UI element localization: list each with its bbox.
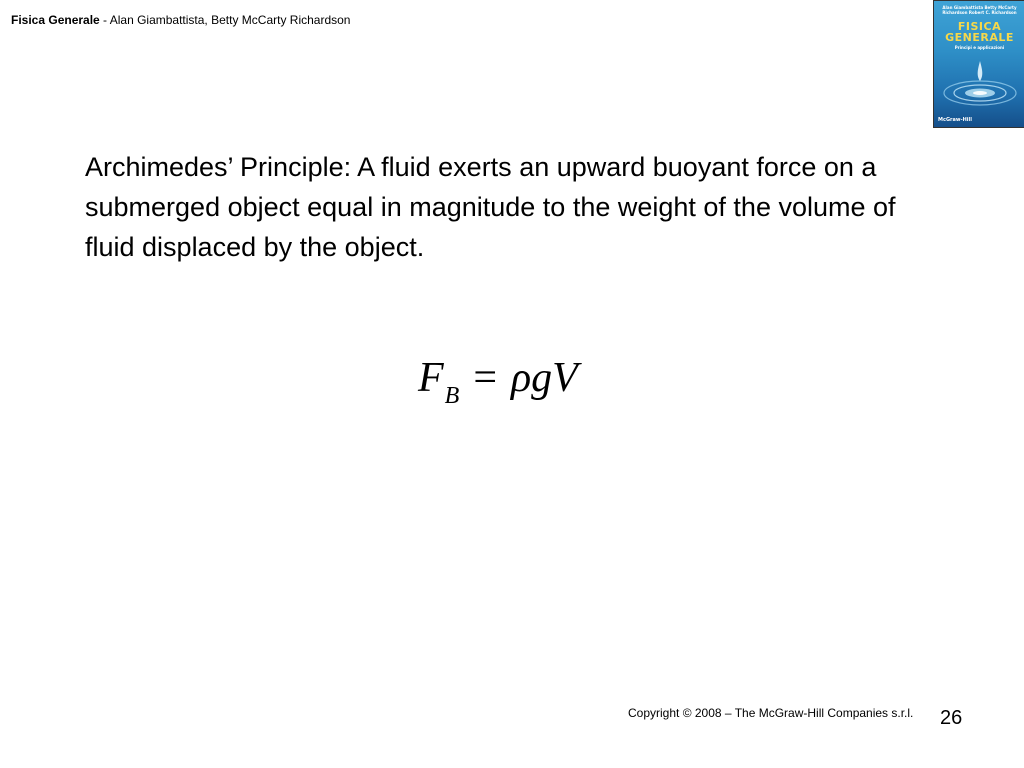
- cover-title-line2: GENERALE: [945, 31, 1014, 44]
- water-drop-icon: [942, 53, 1019, 109]
- page-number: 26: [940, 707, 963, 729]
- buoyancy-formula: [418, 352, 578, 410]
- cover-authors: Alan Giambattista Betty McCarty Richardson Robert C. Richardson: [942, 5, 1017, 15]
- book-cover-image: [933, 0, 1024, 128]
- header-authors: - Alan Giambattista, Betty McCarty Richardson: [99, 13, 351, 27]
- cover-title-line1: FISICA: [957, 20, 1002, 33]
- formula-lhs: F: [418, 355, 444, 401]
- book-title: Fisica Generale: [11, 13, 100, 27]
- cover-title: [934, 21, 1024, 43]
- copyright-notice: Copyright © 2008 – The McGraw-Hill Companies s.r.l.: [628, 706, 914, 720]
- formula-rhs: ρgV: [511, 355, 578, 401]
- cover-publisher: McGraw-Hill: [938, 117, 972, 123]
- cover-subtitle: Principi e applicazioni: [954, 45, 1005, 50]
- formula-operator: =: [473, 355, 498, 401]
- slide-header: [11, 13, 350, 27]
- principle-text: Archimedes’ Principle: A fluid exerts an upward buoyant force on a submerged object equal in magnitude to the weight of the volume of fluid displaced by the object.: [85, 152, 896, 262]
- formula-subscript: B: [444, 383, 460, 409]
